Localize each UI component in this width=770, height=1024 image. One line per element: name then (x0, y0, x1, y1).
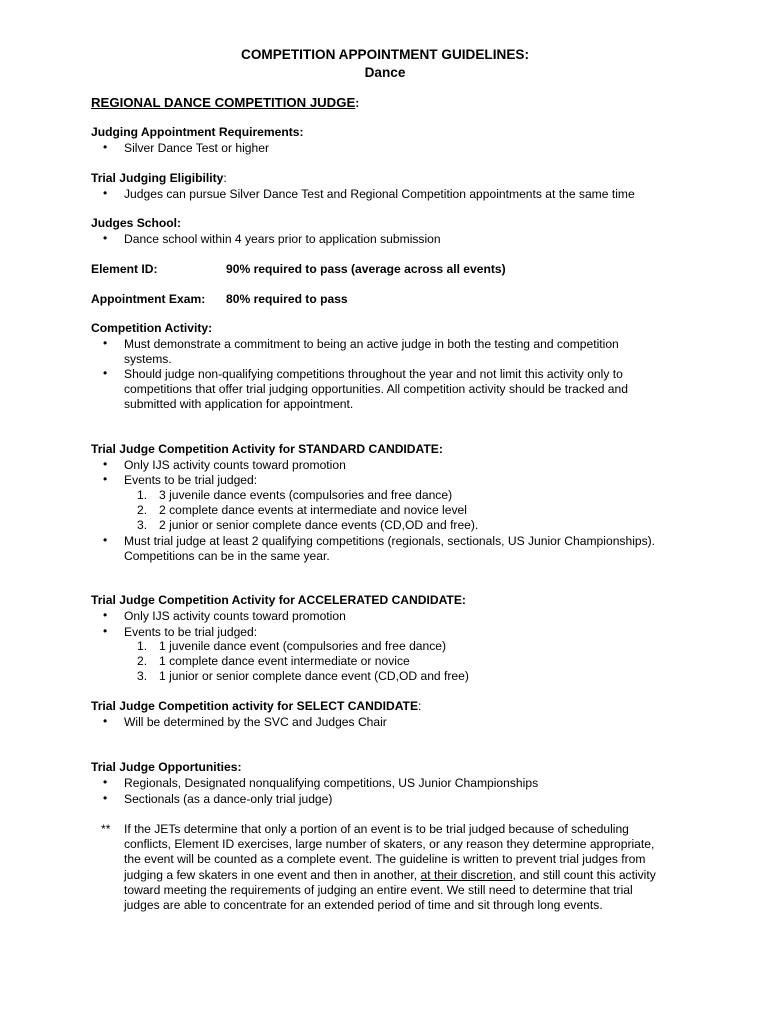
note-line (124, 868, 724, 883)
list-item-line: Competitions can be in the same year. (124, 549, 330, 564)
note-paragraph (124, 822, 724, 913)
note-line-text: , and still count this activity (512, 867, 656, 882)
main-heading-text: REGIONAL DANCE COMPETITION JUDGE (91, 95, 356, 110)
bullet-icon: • (103, 457, 108, 471)
bullet-icon: • (103, 714, 108, 728)
bullet-icon: • (103, 366, 108, 380)
list-item: Regionals, Designated nonqualifying competitions, US Junior Championships (124, 776, 539, 790)
list-number: 1. (137, 639, 148, 653)
trial-eligibility-colon: : (223, 171, 227, 185)
list-item: Silver Dance Test or higher (124, 141, 269, 155)
opportunities-heading: Trial Judge Opportunities: (91, 760, 242, 774)
bullet-icon: • (103, 775, 108, 789)
select-candidate-colon: : (418, 699, 422, 713)
list-item: Judges can pursue Silver Dance Test and Regional Competition appointments at the same time (124, 187, 635, 201)
element-id-label: Element ID: (91, 262, 158, 276)
list-item: Will be determined by the SVC and Judges Chair (124, 715, 387, 729)
list-item-line: Must trial judge at least 2 qualifying competitions (regionals, sectionals, US Junior Championships). (124, 534, 656, 548)
list-item: Only IJS activity counts toward promotion (124, 609, 346, 623)
list-item: Events to be trial judged: (124, 625, 258, 639)
note-line: the event will be counted as a complete event. The guideline is written to prevent trial judges from (124, 852, 646, 867)
list-item (124, 534, 684, 564)
note-line: conflicts, Element ID exercises, large number of skaters, or any reason they determine appropriate, (124, 837, 655, 852)
note-line: judges are able to concentrate for an extended period of time and sit through long events. (124, 898, 603, 913)
bullet-icon: • (103, 186, 108, 200)
appointment-exam-value: 80% required to pass (226, 292, 348, 306)
bullet-icon: • (103, 533, 108, 547)
select-candidate-heading-text: Trial Judge Competition activity for SELECT CANDIDATE (91, 699, 419, 713)
list-item (124, 367, 684, 413)
numbered-item: 2 complete dance events at intermediate and novice level (159, 503, 467, 517)
list-number: 2. (137, 654, 148, 668)
bullet-icon: • (103, 336, 108, 350)
numbered-item: 1 junior or senior complete dance event (CD,OD and free) (159, 669, 469, 683)
main-heading-colon: : (355, 96, 360, 110)
list-number: 3. (137, 669, 148, 683)
competition-activity-heading: Competition Activity: (91, 321, 213, 335)
bullet-icon: • (103, 624, 108, 638)
list-item: Sectionals (as a dance-only trial judge) (124, 792, 333, 806)
judges-school-heading: Judges School: (91, 216, 182, 230)
trial-eligibility-heading (91, 171, 227, 186)
numbered-item: 2 junior or senior complete dance events (CD,OD and free). (159, 518, 479, 532)
judging-requirements-heading: Judging Appointment Requirements: (91, 125, 304, 139)
note-line: toward meeting the requirements of judging an entire event. We still need to determine that trial (124, 882, 633, 897)
list-number: 1. (137, 488, 148, 502)
accelerated-candidate-heading: Trial Judge Competition Activity for ACCELERATED CANDIDATE: (91, 593, 466, 607)
bullet-icon: • (103, 140, 108, 154)
list-item: Only IJS activity counts toward promotion (124, 458, 346, 472)
standard-candidate-heading: Trial Judge Competition Activity for STANDARD CANDIDATE: (91, 442, 443, 456)
doc-title-line2: Dance (364, 65, 406, 80)
note-marker: ** (101, 822, 111, 836)
list-item-line: systems. (124, 352, 172, 367)
list-item-line: submitted with application for appointment. (124, 397, 354, 412)
bullet-icon: • (103, 472, 108, 486)
list-item-line: Should judge non-qualifying competitions throughout the year and not limit this activity only to (124, 367, 623, 381)
note-underlined-text: at their discretion (420, 867, 513, 882)
doc-title-line1: COMPETITION APPOINTMENT GUIDELINES: (241, 47, 529, 62)
list-item: Events to be trial judged: (124, 473, 258, 487)
main-heading (91, 95, 359, 111)
list-item (124, 337, 684, 367)
element-id-value: 90% required to pass (average across all events) (226, 262, 506, 276)
list-item-line: competitions that offer trial judging opportunities. All competition activity should be tracked and (124, 382, 628, 397)
list-number: 3. (137, 518, 148, 532)
appointment-exam-label: Appointment Exam: (91, 292, 206, 306)
numbered-item: 1 juvenile dance event (compulsories and free dance) (159, 639, 447, 653)
trial-eligibility-heading-text: Trial Judging Eligibility (91, 171, 224, 185)
numbered-item: 3 juvenile dance events (compulsories and free dance) (159, 488, 453, 502)
numbered-item: 1 complete dance event intermediate or novice (159, 654, 410, 668)
bullet-icon: • (103, 608, 108, 622)
note-line: If the JETs determine that only a portion of an event is to be trial judged because of scheduling (124, 822, 629, 836)
list-number: 2. (137, 503, 148, 517)
bullet-icon: • (103, 791, 108, 805)
list-item: Dance school within 4 years prior to application submission (124, 232, 441, 246)
note-line-text: judging a few skaters in one event and then in another, (124, 867, 421, 882)
bullet-icon: • (103, 231, 108, 245)
list-item-line: Must demonstrate a commitment to being an active judge in both the testing and competition (124, 337, 619, 351)
select-candidate-heading (91, 699, 421, 714)
